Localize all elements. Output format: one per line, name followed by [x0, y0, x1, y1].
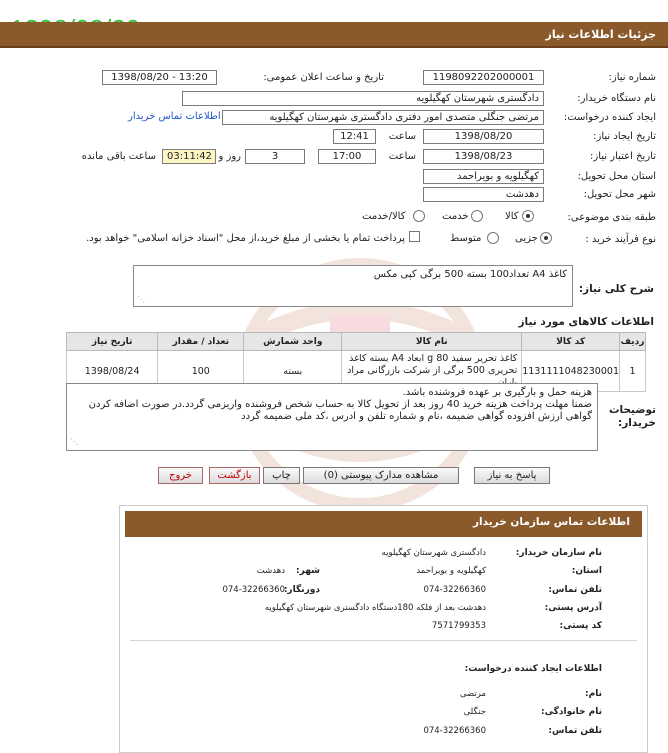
process-medium-radio[interactable]	[487, 232, 499, 244]
col-name: نام کالا	[342, 333, 522, 351]
col-date: تاریخ نیاز	[67, 333, 158, 351]
buyer-notes-line2: ضمنا مهلت پرداخت هزینه خرید 40 روز بعد از تحویل کالا به حساب شخص فروشنده واریزمی گردد.در صورت اضافه کردن گواهی ارزش افزوده گواهی ضمیمه ،نام و شماره تلفن و ادرس ،کد ملی ضمیمه گردد	[88, 399, 592, 422]
process-label: نوع فرآیند خرید :	[585, 234, 656, 245]
summary-label: شرح کلی نیاز:	[578, 283, 654, 295]
province-field: کهگیلویه و بویراحمد	[423, 169, 544, 184]
requester-field: مرتضی جنگلی متصدی امور دفتری دادگستری شهرستان کهگیلویه	[222, 110, 544, 125]
creator-phone-label: تلفن تماس:	[548, 726, 602, 736]
contact-phone-label: تلفن تماس:	[548, 585, 602, 595]
contact-org-label: نام سازمان خریدار:	[515, 548, 602, 558]
treasury-payment-checkbox[interactable]	[409, 231, 420, 242]
category-option-goods-label: کالا	[505, 211, 519, 222]
creator-family-value: جنگلی	[463, 707, 486, 717]
announce-datetime-field: 1398/08/20 - 13:20	[102, 70, 217, 85]
goods-section-title: اطلاعات کالاهای مورد نیاز	[518, 316, 654, 328]
category-both-radio[interactable]	[413, 210, 425, 222]
contact-address-value: دهدشت بعد از فلکه 180دستگاه دادگستری شهرستان کهگیلویه	[264, 603, 486, 613]
summary-box	[133, 265, 573, 307]
cell-qty: 100	[158, 351, 244, 392]
category-label: طبقه بندی موضوعی:	[567, 212, 656, 223]
province-label: استان محل تحویل:	[577, 171, 656, 182]
back-button[interactable]: بازگشت	[209, 467, 260, 484]
days-label: روز و	[218, 151, 241, 162]
create-date-label: تاریخ ایجاد نیاز:	[593, 131, 656, 142]
contact-city-label: شهر:	[296, 566, 320, 576]
cell-unit: بسته	[244, 351, 342, 392]
cell-date: 1398/08/24	[67, 351, 158, 392]
category-goods-radio[interactable]	[522, 210, 534, 222]
need-number-field: 1198092202000001	[423, 70, 544, 85]
validity-time-field: 17:00	[318, 149, 376, 164]
buyer-org-label: نام دستگاه خریدار:	[577, 93, 656, 104]
city-label: شهر محل تحویل:	[583, 189, 656, 200]
exit-button[interactable]: خروج	[158, 467, 203, 484]
creator-section-title: اطلاعات ایجاد کننده درخواست:	[464, 664, 602, 674]
need-number-label: شماره نیاز:	[608, 72, 656, 83]
create-time-label: ساعت	[388, 131, 416, 142]
create-date-field: 1398/08/20	[423, 129, 544, 144]
contact-panel-title: اطلاعات تماس سازمان خریدار	[473, 516, 630, 528]
contact-divider	[130, 640, 637, 641]
contact-province-value: کهگیلویه و بویراحمد	[416, 566, 486, 576]
col-code: کد کالا	[522, 333, 620, 351]
requester-label: ایجاد کننده درخواست:	[563, 112, 656, 123]
announce-datetime-label: تاریخ و ساعت اعلان عمومی:	[263, 72, 384, 83]
creator-family-label: نام خانوادگی:	[540, 707, 602, 717]
validity-time-label: ساعت	[388, 151, 416, 162]
contact-org-value: دادگستری شهرستان کهگیلویه	[381, 548, 486, 558]
contact-phone-value: 074-32266360	[423, 585, 486, 595]
col-qty: تعداد / مقدار	[158, 333, 244, 351]
goods-table-header	[67, 333, 646, 351]
cell-code: 1131111048230001	[522, 351, 620, 392]
category-option-service-label: خدمت	[442, 211, 469, 222]
creator-name-value: مرتضی	[459, 689, 486, 699]
category-option-both-label: کالا/خدمت	[362, 211, 406, 222]
reply-button[interactable]: پاسخ به نیاز	[474, 467, 550, 484]
contact-postal-label: کد پستی:	[559, 621, 602, 631]
contact-postal-value: 7571799353	[431, 621, 486, 631]
buyer-notes-label: توضیحات خریدار:	[608, 404, 656, 429]
resize-grip-icon: ⋰	[70, 437, 78, 446]
creator-name-label: نام:	[585, 689, 602, 699]
create-time-field: 12:41	[333, 129, 376, 144]
creator-phone-value: 074-32266360	[423, 726, 486, 736]
summary-text: کاغذ A4 تعداد100 بسته 500 برگی کپی مکس	[373, 269, 567, 280]
col-row: ردیف	[620, 333, 646, 351]
contact-city-value: دهدشت	[256, 566, 285, 576]
validity-date-field: 1398/08/23	[423, 149, 544, 164]
category-service-radio[interactable]	[471, 210, 483, 222]
contact-fax-label: دورنگار:	[283, 585, 320, 595]
buyer-notes-line1: هزینه حمل و بارگیری بر عهده فروشنده باشد.	[402, 387, 592, 398]
process-option-minor-label: جزیی	[515, 233, 538, 244]
resize-grip-icon: ⋰	[137, 295, 145, 304]
cell-row: 1	[620, 351, 646, 392]
validity-date-label: تاریخ اعتبار نیاز:	[590, 151, 656, 162]
days-field: 3	[245, 149, 305, 164]
buyer-org-field: دادگستری شهرستان کهگیلویه	[182, 91, 544, 106]
process-minor-radio[interactable]	[540, 232, 552, 244]
col-unit: واحد شمارش	[244, 333, 342, 351]
page-title: جزئیات اطلاعات نیاز	[545, 28, 656, 41]
process-option-medium-label: متوسط	[450, 233, 482, 244]
contact-address-label: آدرس پستی:	[544, 603, 602, 613]
buyer-contact-link[interactable]: اطلاعات تماس خریدار	[128, 111, 221, 122]
contact-fax-value: 074-32266360	[222, 585, 285, 595]
treasury-payment-note: پرداخت تمام یا بخشی از مبلغ خرید،از محل "اسناد خزانه اسلامی" خواهد بود.	[86, 233, 405, 244]
buyer-notes-box	[66, 383, 598, 451]
contact-province-label: استان:	[571, 566, 602, 576]
cell-name: کاغذ تحریر سفید 80 g ابعاد A4 بسته کاغذ تحریری 500 برگی از شرکت بازرگانی مراد	[342, 351, 522, 392]
print-button[interactable]: چاپ	[263, 467, 300, 484]
city-field: دهدشت	[423, 187, 544, 202]
view-attachments-button[interactable]: مشاهده مدارک پیوستی (0)	[303, 467, 459, 484]
remaining-time-field: 03:11:42	[162, 149, 216, 164]
remaining-time-label: ساعت باقی مانده	[81, 151, 156, 162]
